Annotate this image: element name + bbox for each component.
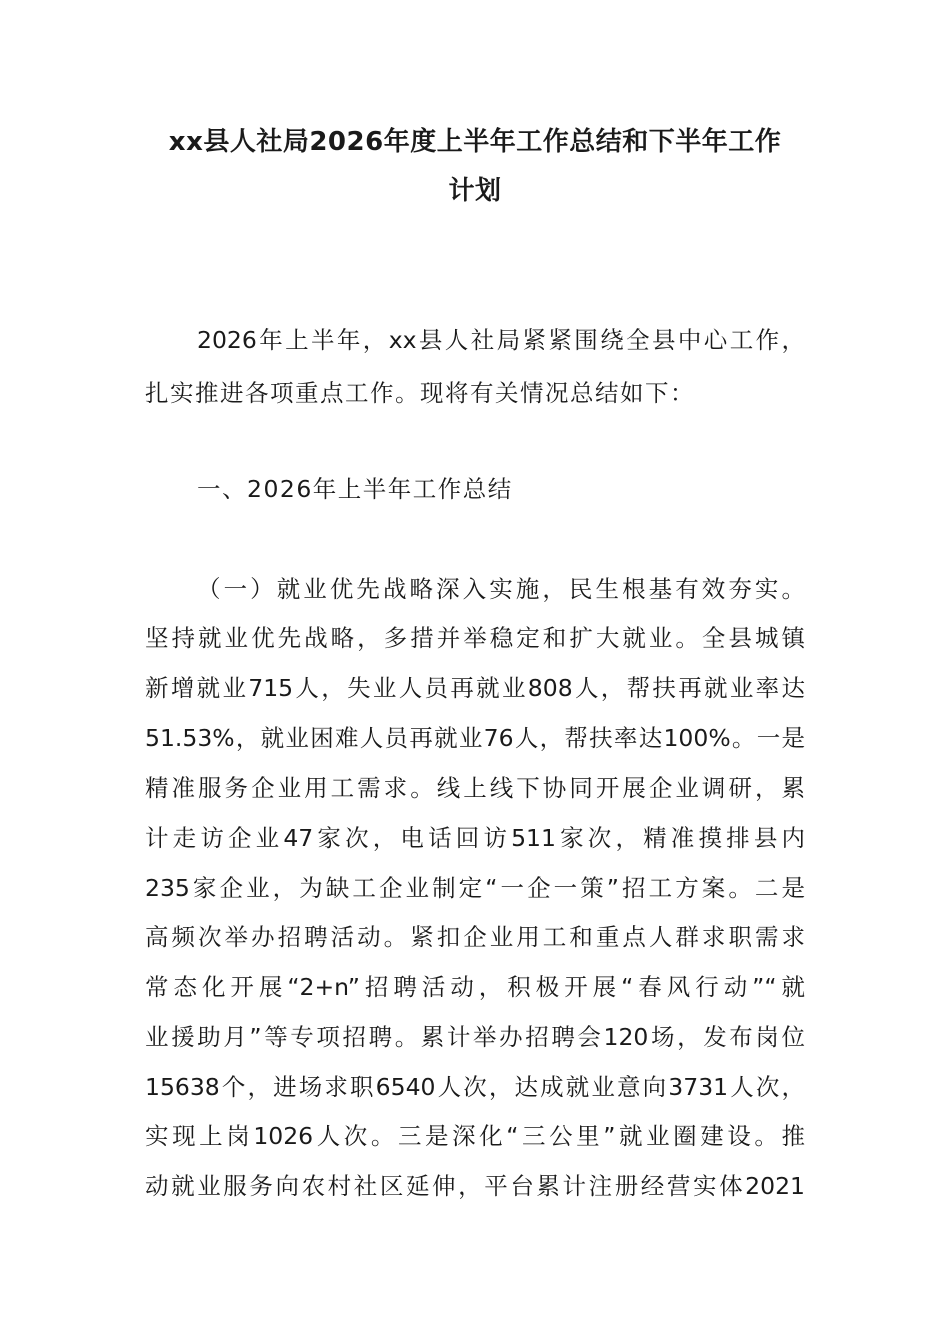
paragraph-line: 高频次举办招聘活动。紧扣企业用工和重点人群求职需求 <box>145 923 805 951</box>
section-heading: 一、2026年上半年工作总结 <box>197 475 513 503</box>
paragraph-line: 坚持就业优先战略，多措并举稳定和扩大就业。全县城镇 <box>145 624 805 652</box>
paragraph-line: 业援助月”等专项招聘。累计举办招聘会120场，发布岗位 <box>145 1023 805 1051</box>
paragraph-line: 常态化开展“2+n”招聘活动，积极开展“春风行动”“就 <box>145 973 805 1001</box>
intro-line-1: 2026年上半年，xx县人社局紧紧围绕全县中心工作， <box>197 326 805 354</box>
paragraph-line: 精准服务企业用工需求。线上线下协同开展企业调研，累 <box>145 774 805 802</box>
document-title-line-2: 计划 <box>448 176 502 206</box>
paragraph-line: 15638个，进场求职6540人次，达成就业意向3731人次， <box>145 1073 805 1101</box>
paragraph-line: 235家企业，为缺工企业制定“一企一策”招工方案。二是 <box>145 874 805 902</box>
intro-line-2: 扎实推进各项重点工作。现将有关情况总结如下： <box>145 379 695 407</box>
paragraph-line: （一）就业优先战略深入实施，民生根基有效夯实。 <box>197 575 805 603</box>
paragraph-line: 实现上岗1026人次。三是深化“三公里”就业圈建设。推 <box>145 1122 805 1150</box>
paragraph-line: 新增就业715人，失业人员再就业808人，帮扶再就业率达 <box>145 674 805 702</box>
paragraph-line: 计走访企业47家次，电话回访511家次，精准摸排县内 <box>145 824 805 852</box>
paragraph-line: 动就业服务向农村社区延伸，平台累计注册经营实体2021 <box>145 1172 805 1200</box>
document-title-line-1: xx县人社局2026年度上半年工作总结和下半年工作 <box>168 127 782 157</box>
paragraph-line: 51.53%，就业困难人员再就业76人，帮扶率达100%。一是 <box>145 724 805 752</box>
